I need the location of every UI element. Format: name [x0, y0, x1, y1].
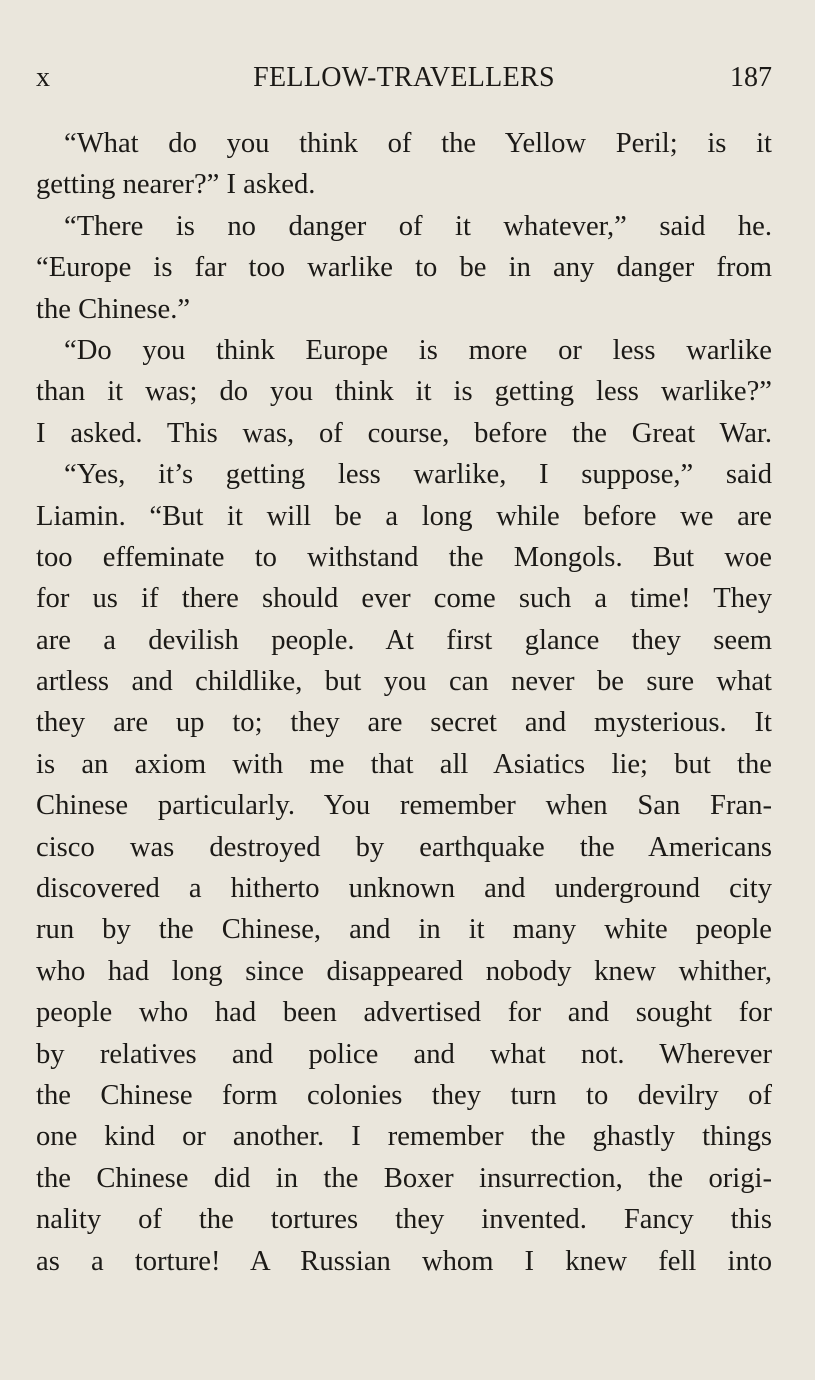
running-head	[36, 56, 772, 100]
text-line: “There is no danger of it whatever,” said he.	[64, 210, 772, 242]
text-line: the Chinese form colonies they turn to devilry of	[36, 1079, 772, 1111]
text-line: for us if there should ever come such a time! They	[36, 583, 772, 615]
text-line: the Chinese.”	[36, 293, 191, 325]
text-line: getting nearer?” I asked.	[36, 169, 316, 201]
text-line: as a torture! A Russian whom I knew fell into	[36, 1245, 772, 1277]
text-line: one kind or another. I remember the ghastly things	[36, 1121, 772, 1153]
text-line: cisco was destroyed by earthquake the Americans	[36, 831, 772, 863]
text-line: “What do you think of the Yellow Peril; is it	[64, 128, 772, 159]
text-line: discovered a hitherto unknown and underground city	[36, 873, 772, 905]
text-line: people who had been advertised for and sought for	[36, 997, 772, 1029]
text-line: they are up to; they are secret and mysterious. It	[36, 707, 772, 739]
body-text	[36, 123, 772, 1282]
text-line: too effeminate to withstand the Mongols. But woe	[36, 541, 772, 573]
text-line: “Do you think Europe is more or less warlike	[64, 334, 772, 366]
section-marker: x	[36, 62, 50, 93]
text-line: I asked. This was, of course, before the Great War.	[36, 417, 772, 449]
text-line: run by the Chinese, and in it many white people	[36, 914, 772, 946]
running-title: FELLOW-TRAVELLERS	[253, 62, 555, 93]
text-line: artless and childlike, but you can never be sure what	[36, 666, 772, 698]
text-line: “Europe is far too warlike to be in any danger from	[36, 252, 772, 284]
text-line: “Yes, it’s getting less warlike, I suppose,” said	[64, 459, 772, 491]
text-line: Liamin. “But it will be a long while before we are	[36, 500, 772, 532]
text-line: who had long since disappeared nobody knew whither,	[36, 955, 772, 987]
text-line: the Chinese did in the Boxer insurrection, the origi-	[36, 1162, 772, 1194]
text-line: than it was; do you think it is getting less warlike?”	[36, 376, 772, 408]
text-line: is an axiom with me that all Asiatics lie; but the	[36, 748, 772, 780]
page-number: 187	[730, 62, 772, 93]
text-line: Chinese particularly. You remember when San Fran-	[36, 790, 772, 822]
text-line: are a devilish people. At first glance they seem	[36, 624, 772, 656]
text-line: nality of the tortures they invented. Fancy this	[36, 1204, 772, 1236]
text-line: by relatives and police and what not. Wherever	[36, 1038, 772, 1070]
